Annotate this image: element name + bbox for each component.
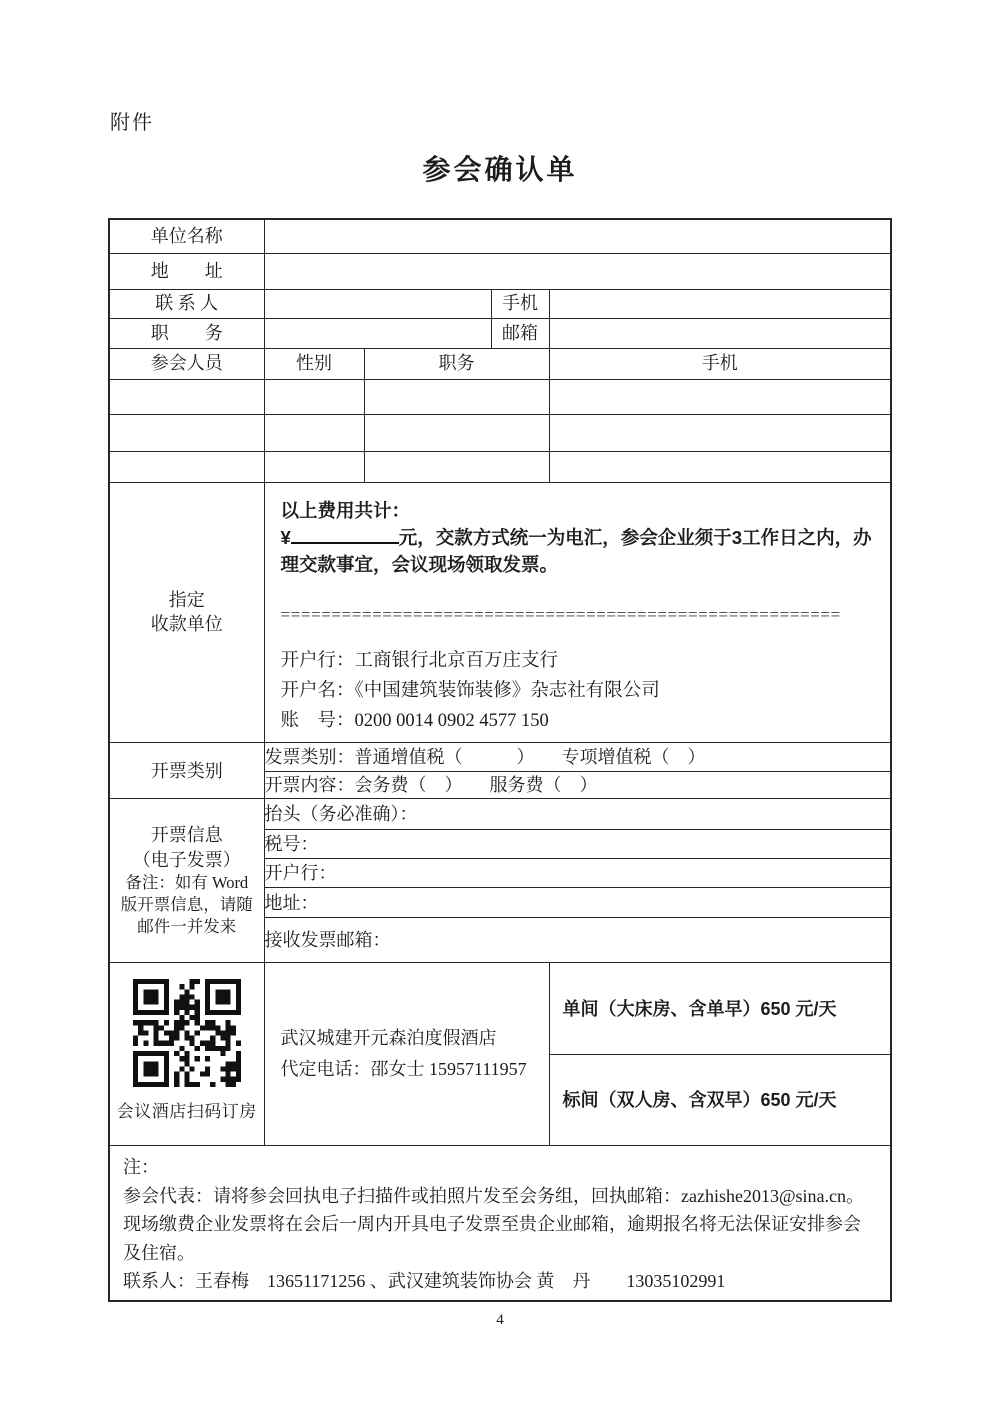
attachment-label: 附件 <box>110 112 154 134</box>
attendees-label: 参会人员 <box>109 348 264 379</box>
invoice-title-field: 抬头（务必准确）： <box>264 799 891 830</box>
currency-symbol: ¥ <box>280 526 291 548</box>
email-value-cell <box>549 318 891 348</box>
payee-label-line1: 指定 <box>168 590 205 611</box>
attendee-row-3 <box>109 451 891 482</box>
qr-caption: 会议酒店扫码订房 <box>116 1102 257 1122</box>
account-name-line: 开户名：《中国建筑装饰装修》杂志社有限公司 <box>280 681 660 702</box>
row-contact <box>109 289 891 318</box>
attendee3-name-cell <box>109 451 264 482</box>
invoice-info-label-line1: 开票信息 <box>150 825 223 846</box>
confirmation-form-table <box>108 218 892 1302</box>
gender-column-header: 性别 <box>264 348 364 379</box>
page-number: 4 <box>496 1312 504 1328</box>
hotel-qr-code <box>133 979 241 1087</box>
invoice-info-note-line3: 邮件一并发来 <box>137 917 237 937</box>
row-hotel-single <box>109 963 891 1055</box>
position-value-cell <box>264 318 491 348</box>
attendee2-mobile-cell <box>549 414 891 451</box>
contact-value-cell <box>264 289 491 318</box>
attendee3-gender-cell <box>264 451 364 482</box>
fee-amount-line <box>281 524 877 578</box>
attendee1-name-cell <box>109 379 264 414</box>
hotel-qr-cell <box>109 963 264 1146</box>
invoice-tax-no-field: 税号： <box>264 830 891 859</box>
payee-label <box>109 482 264 743</box>
invoice-info-label-line2: （电子发票） <box>132 849 241 870</box>
invoice-type-label: 开票类别 <box>109 743 264 799</box>
attendee1-position-cell <box>364 379 549 414</box>
hotel-booking-phone: 代定电话：邵女士 15957111957 <box>280 1059 527 1080</box>
row-position <box>109 318 891 348</box>
row-unit-name <box>109 219 891 253</box>
room-single-cell: 单间（大床房、含单早）650 元/天 <box>549 963 891 1055</box>
mobile-label: 手机 <box>491 289 549 318</box>
notes-title: 注： <box>123 1157 159 1178</box>
account-number-line: 账 号：0200 0014 0902 4577 150 <box>280 711 549 732</box>
invoice-address-field: 地址： <box>264 888 891 918</box>
notes-line1: 参会代表：请将参会回执电子扫描件或拍照片发至会务组，回执邮箱：zazhishe2013@sina.cn。 <box>123 1185 865 1206</box>
email-label: 邮箱 <box>491 318 549 348</box>
fee-total-label: 以上费用共计： <box>280 499 411 521</box>
hotel-name: 武汉城建开元森泊度假酒店 <box>280 1028 497 1049</box>
attendee2-position-cell <box>364 414 549 451</box>
invoice-info-note-line1: 备注：如有 Word <box>125 872 249 892</box>
invoice-content-cell: 开票内容：会务费（ ） 服务费（ ） <box>264 772 891 799</box>
notes-line2: 现场缴费企业发票将在会后一周内开具电子发票至贵企业邮箱，逾期报名将无法保证安排参会及住宿。 <box>123 1214 861 1263</box>
room-double-cell: 标间（双人房、含双早）650 元/天 <box>549 1055 891 1146</box>
attendee3-mobile-cell <box>549 451 891 482</box>
page-title: 参会确认单 <box>422 154 578 185</box>
payee-label-line2: 收款单位 <box>150 614 223 635</box>
row-notes <box>109 1146 891 1301</box>
unit-name-value-cell <box>264 219 891 253</box>
attendee3-position-cell <box>364 451 549 482</box>
payee-content-cell <box>264 482 891 743</box>
attendee2-gender-cell <box>264 414 364 451</box>
attendee1-mobile-cell <box>549 379 891 414</box>
amount-blank-underline <box>291 528 399 544</box>
notes-cell <box>109 1146 891 1301</box>
invoice-info-note-line2: 版开票信息，请随 <box>120 895 253 915</box>
invoice-email-field: 接收发票邮箱： <box>264 918 891 963</box>
notes-line3: 联系人：王春梅 13651171256 、武汉建筑装饰协会 黄 丹 13035102991 <box>123 1271 726 1292</box>
invoice-category-cell: 发票类别：普通增值税（ ） 专项增值税（ ） <box>264 743 891 772</box>
contact-label: 联 系 人 <box>109 289 264 318</box>
bank-details <box>281 646 877 736</box>
row-address <box>109 253 891 289</box>
equals-separator: ======================================================= <box>280 604 841 624</box>
attendee-position-column-header: 职务 <box>364 348 549 379</box>
row-invoice-type-1 <box>109 743 891 772</box>
row-invoice-info-title <box>109 799 891 830</box>
invoice-info-label <box>109 799 264 963</box>
mobile-value-cell <box>549 289 891 318</box>
attendee-mobile-column-header: 手机 <box>549 348 891 379</box>
attendee1-gender-cell <box>264 379 364 414</box>
row-attendees-header <box>109 348 891 379</box>
address-value-cell <box>264 253 891 289</box>
fee-amount-text: 元，交款方式统一为电汇，参会企业须于3工作日之内，办理交款事宜，会议现场领取发票。 <box>280 526 872 575</box>
attendee-row-1 <box>109 379 891 414</box>
unit-name-label: 单位名称 <box>109 219 264 253</box>
bank-line: 开户行：工商银行北京百万庄支行 <box>280 651 559 672</box>
attendee-row-2 <box>109 414 891 451</box>
row-payee <box>109 482 891 743</box>
attendee2-name-cell <box>109 414 264 451</box>
hotel-info-cell <box>264 963 549 1146</box>
position-label: 职 务 <box>109 318 264 348</box>
invoice-bank-field: 开户行： <box>264 859 891 888</box>
address-label: 地 址 <box>109 253 264 289</box>
